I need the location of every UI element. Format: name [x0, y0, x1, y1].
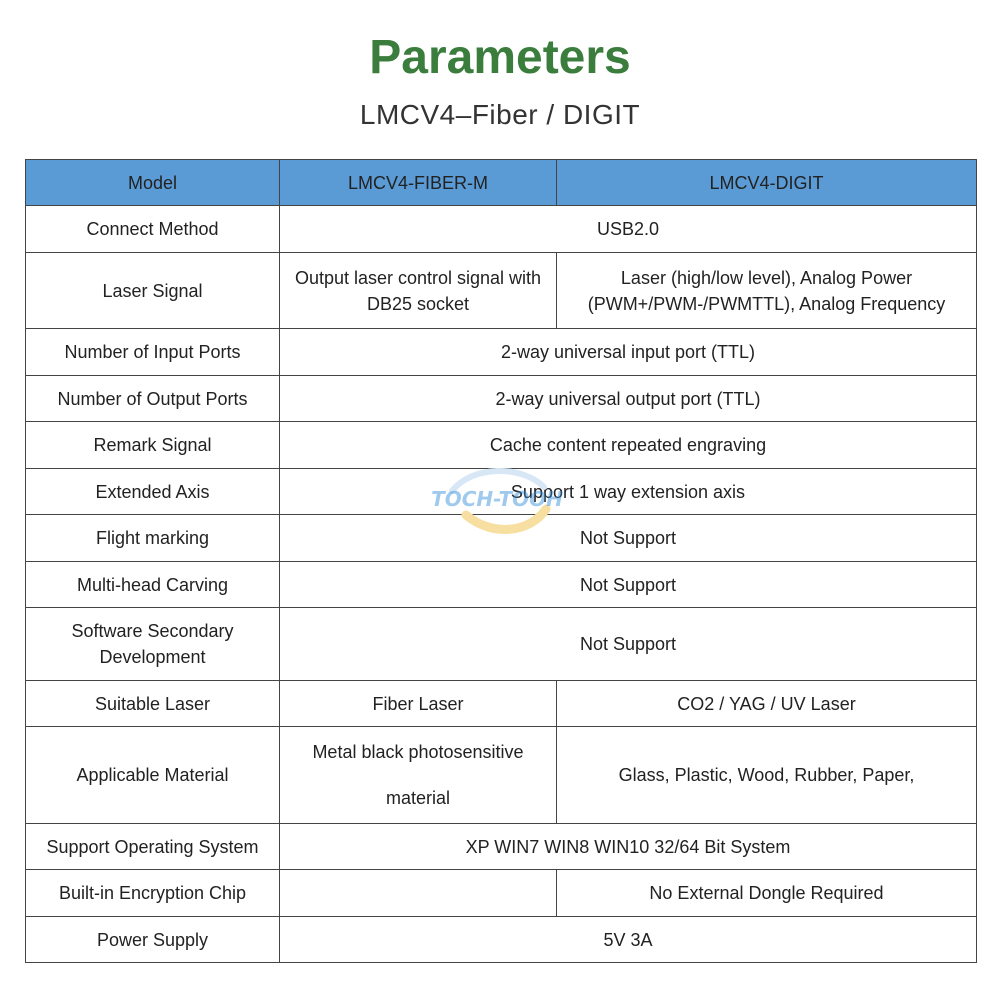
- table-row: [26, 727, 977, 824]
- row-value-digit: Glass, Plastic, Wood, Rubber, Paper,: [557, 727, 977, 824]
- table-row: [26, 515, 977, 562]
- row-label: Software Secondary Development: [26, 608, 280, 681]
- row-value-fiber: Metal black photosensitive material: [280, 727, 557, 824]
- table-header-row: [26, 160, 977, 206]
- row-label: Built-in Encryption Chip: [26, 870, 280, 917]
- watermark-text: TOCH-TOOH: [431, 487, 563, 511]
- row-value-fiber: [280, 870, 557, 917]
- row-label: Applicable Material: [26, 727, 280, 824]
- row-value: Not Support: [280, 562, 977, 608]
- row-value: XP WIN7 WIN8 WIN10 32/64 Bit System: [280, 824, 977, 870]
- table-row: [26, 206, 977, 253]
- table-row: [26, 329, 977, 376]
- row-value-digit: CO2 / YAG / UV Laser: [557, 681, 977, 727]
- table-row: [26, 253, 977, 329]
- row-value: 2-way universal output port (TTL): [280, 376, 977, 422]
- row-value: 2-way universal input port (TTL): [280, 329, 977, 376]
- table-row: [26, 608, 977, 681]
- row-label: Number of Output Ports: [26, 376, 280, 422]
- table-row: [26, 824, 977, 870]
- row-label: Number of Input Ports: [26, 329, 280, 376]
- table-row: [26, 562, 977, 608]
- row-label: Support Operating System: [26, 824, 280, 870]
- row-label: Laser Signal: [26, 253, 280, 329]
- row-value: USB2.0: [280, 206, 977, 253]
- row-value-fiber: Output laser control signal with DB25 socket: [280, 253, 557, 329]
- row-value-digit: No External Dongle Required: [557, 870, 977, 917]
- row-value: Support 1 way extension axis: [280, 469, 977, 515]
- page-subtitle: LMCV4–Fiber / DIGIT: [359, 99, 641, 130]
- row-label: Remark Signal: [26, 422, 280, 469]
- page-title: Parameters: [369, 31, 631, 84]
- row-label: Extended Axis: [26, 469, 280, 515]
- row-value-fiber: Fiber Laser: [280, 681, 557, 727]
- parameters-table: [25, 159, 977, 963]
- header-cell-fiber: LMCV4-FIBER-M: [280, 160, 557, 206]
- row-label: Flight marking: [26, 515, 280, 562]
- table-row: [26, 870, 977, 917]
- header-cell-digit: LMCV4-DIGIT: [557, 160, 977, 206]
- header-cell-model: Model: [26, 160, 280, 206]
- row-value: Not Support: [280, 608, 977, 681]
- row-label: Multi-head Carving: [26, 562, 280, 608]
- row-label: Connect Method: [26, 206, 280, 253]
- table-row: [26, 917, 977, 963]
- table-row: [26, 469, 977, 515]
- row-value: 5V 3A: [280, 917, 977, 963]
- row-label: Suitable Laser: [26, 681, 280, 727]
- table-row: [26, 376, 977, 422]
- table-row: [26, 681, 977, 727]
- row-value-digit: Laser (high/low level), Analog Power (PWM+/PWM-/PWMTTL), Analog Frequency: [557, 253, 977, 329]
- table-row: [26, 422, 977, 469]
- row-label: Power Supply: [26, 917, 280, 963]
- row-value: Cache content repeated engraving: [280, 422, 977, 469]
- row-value: Not Support: [280, 515, 977, 562]
